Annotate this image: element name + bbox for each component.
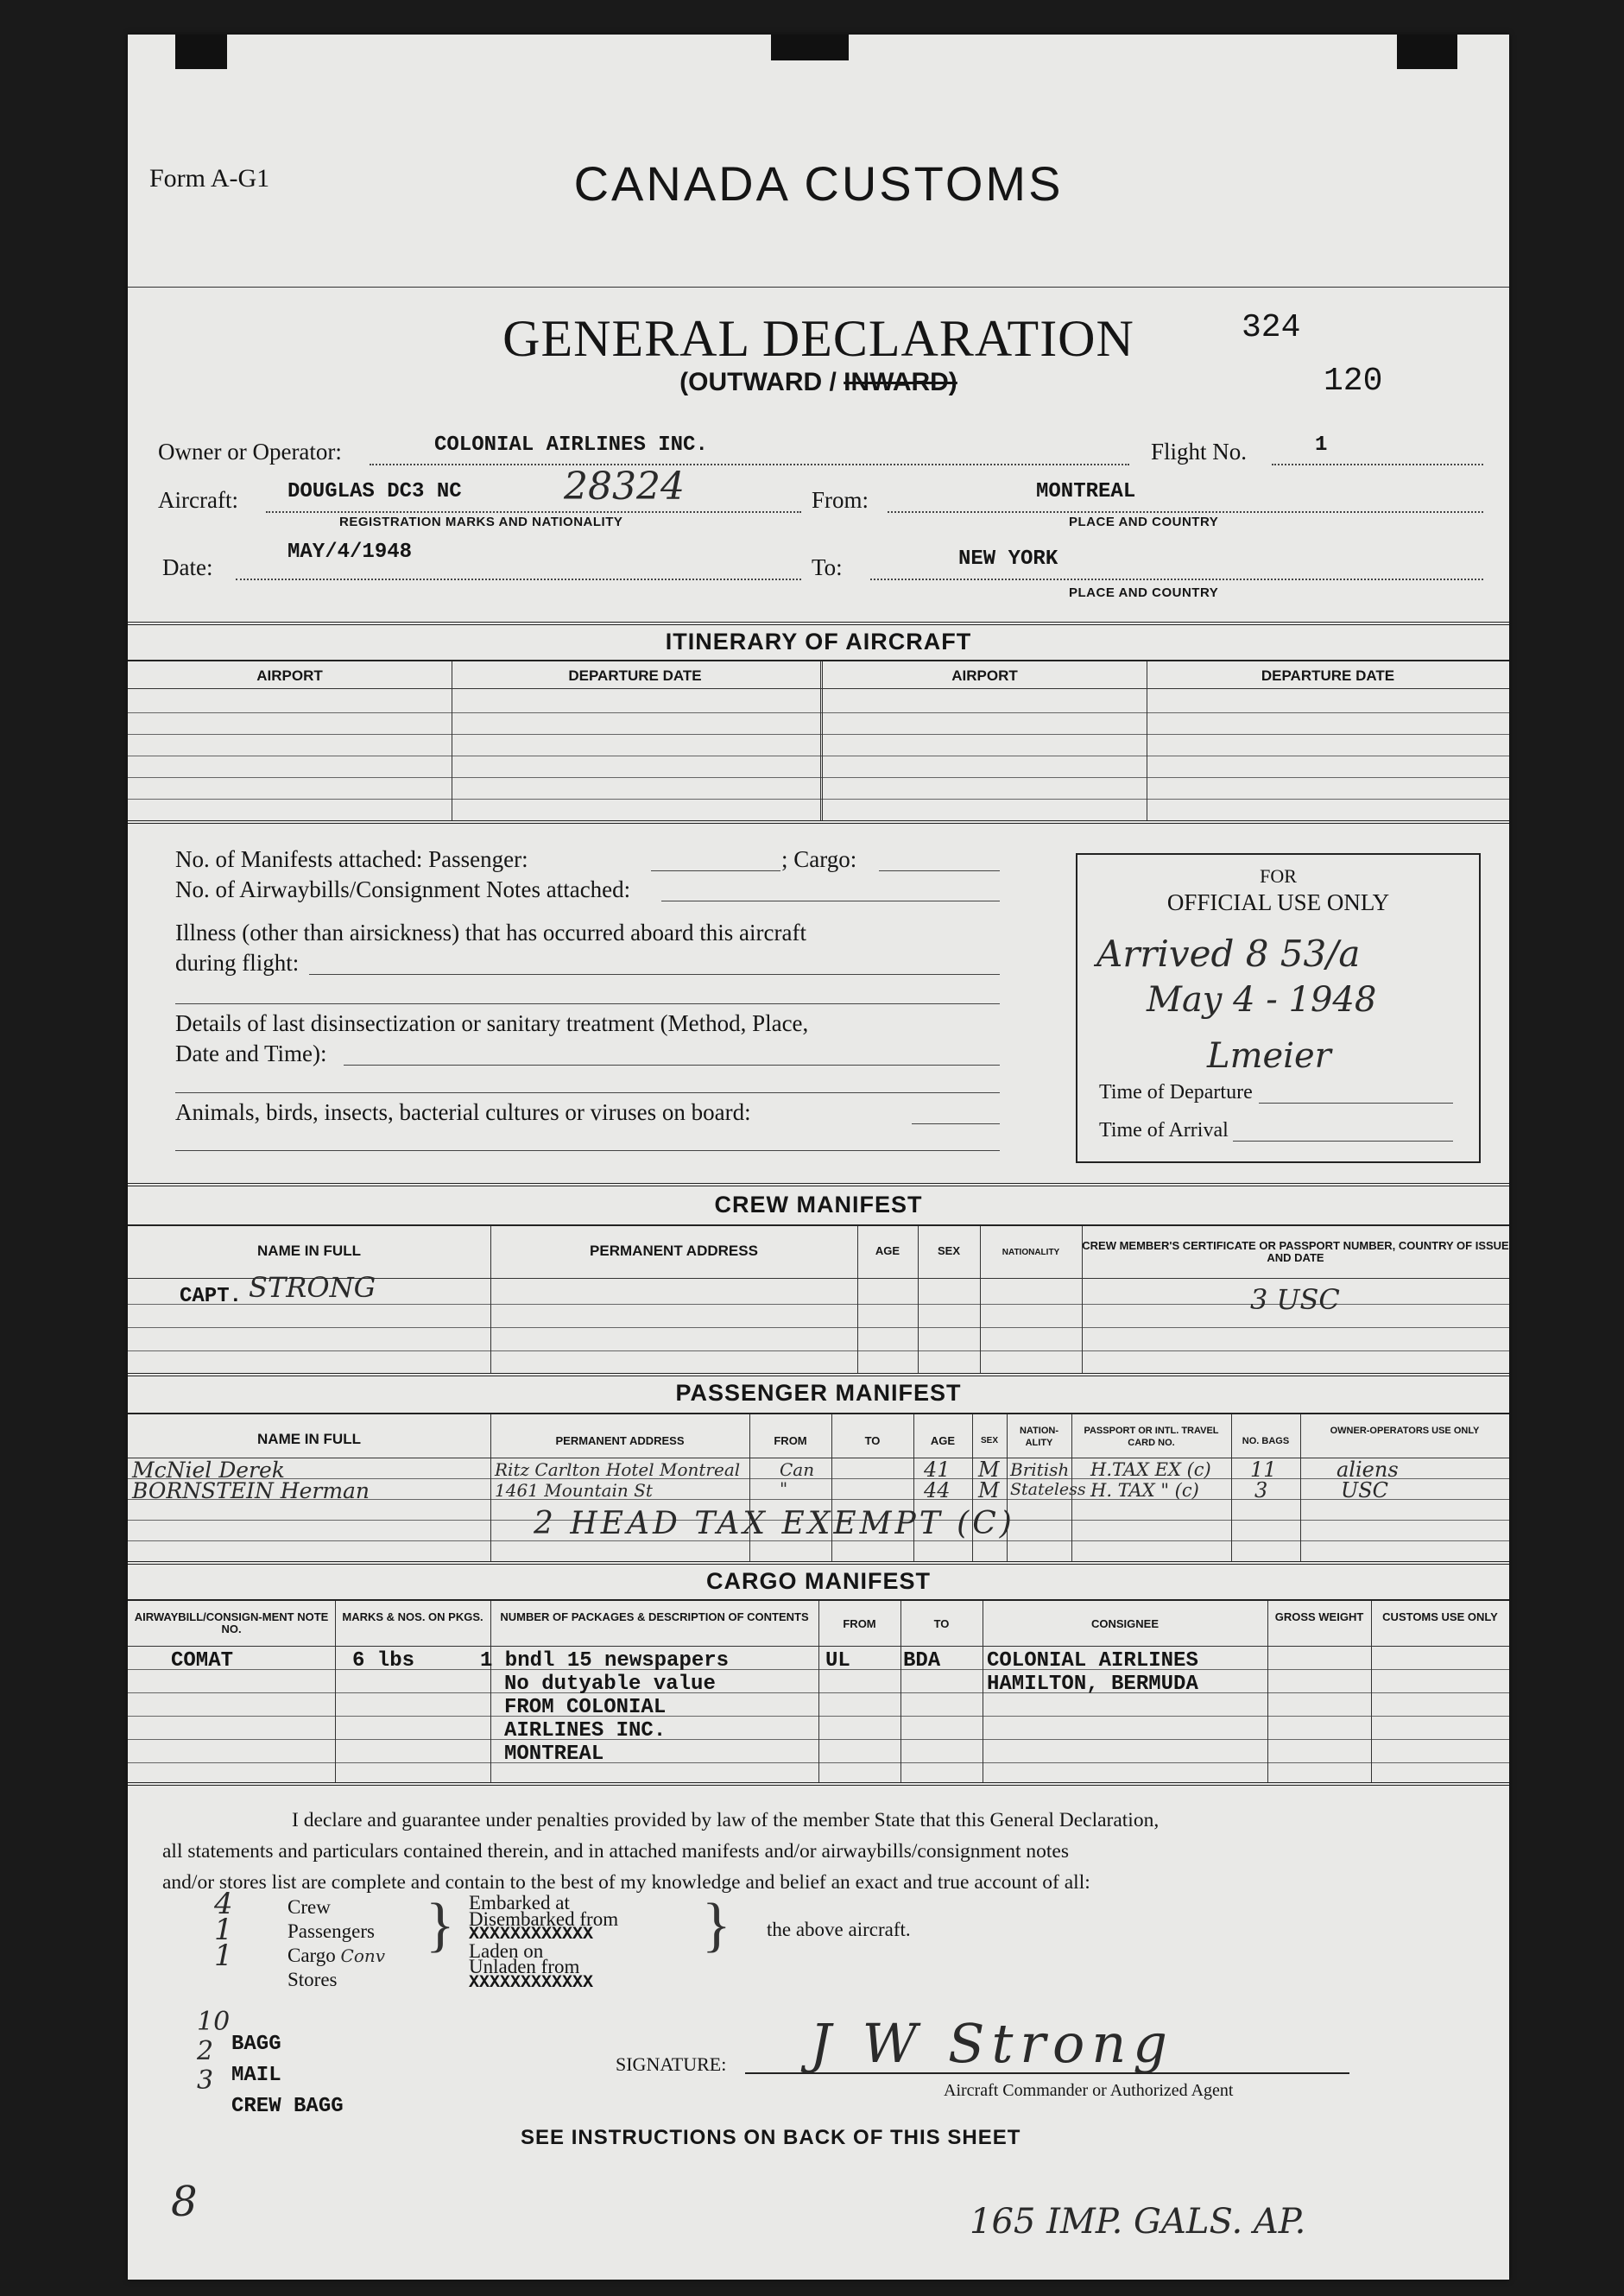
instructions-note: SEE INSTRUCTIONS ON BACK OF THIS SHEET bbox=[521, 2126, 1021, 2149]
cargo-col-consignee: CONSIGNEE bbox=[1090, 1617, 1159, 1630]
pax-row-2-sex: M bbox=[978, 1478, 1000, 1502]
cargo-description-line: MONTREAL bbox=[504, 1743, 604, 1766]
cargo-col-weight: GROSS WEIGHT bbox=[1274, 1610, 1364, 1623]
declaration-line-3: and/or stores list are complete and contain to the best of my knowledge and belief an exact and true account of all: bbox=[162, 1871, 1090, 1894]
crew-row-1-certificate: 3 USC bbox=[1250, 1283, 1340, 1316]
cargo-description bbox=[480, 1649, 729, 1766]
time-of-departure-label: Time of Departure bbox=[1099, 1081, 1253, 1104]
pax-row-2-nationality: Stateless bbox=[1010, 1480, 1086, 1499]
cargo-title: CARGO MANIFEST bbox=[706, 1568, 931, 1594]
pax-row-2-passport: H. TAX " (c) bbox=[1090, 1480, 1199, 1501]
official-title: OFFICIAL USE ONLY bbox=[1166, 889, 1390, 915]
crew-col-nationality: NATIONALITY bbox=[1002, 1248, 1060, 1257]
form-number: Form A-G1 bbox=[149, 164, 270, 193]
signature-caption: Aircraft Commander or Authorized Agent bbox=[944, 2081, 1234, 2100]
pax-col-nationality: NATION-ALITY bbox=[1019, 1426, 1058, 1448]
crew-col-sex: SEX bbox=[937, 1244, 960, 1257]
declaration-form bbox=[128, 35, 1509, 2280]
pax-col-address: PERMANENT ADDRESS bbox=[555, 1434, 685, 1447]
left-brace: } bbox=[426, 1892, 455, 1958]
declaration-line-2: all statements and particulars contained therein, and in attached manifests and/or airwaybills/consignment notes bbox=[162, 1840, 1069, 1863]
cargo-col-from: FROM bbox=[843, 1617, 876, 1630]
pax-col-sex: SEX bbox=[980, 1436, 998, 1445]
cargo-from: UL bbox=[825, 1649, 850, 1673]
laden-item: Laden on bbox=[469, 1939, 544, 1962]
manifests-label: No. of Manifests attached: Passenger: bbox=[175, 846, 528, 872]
cargo-consignee-line: COLONIAL AIRLINES bbox=[987, 1649, 1198, 1673]
pax-row-1-passport: H.TAX EX (c) bbox=[1090, 1459, 1211, 1480]
pax-row-1-age: 41 bbox=[924, 1458, 951, 1482]
disembarked-item: Disembarked from bbox=[469, 1907, 619, 1930]
official-use-box bbox=[1076, 853, 1481, 1163]
cargo-col-customs: CUSTOMS USE ONLY bbox=[1382, 1610, 1498, 1623]
crew-col-name: NAME IN FULL bbox=[257, 1243, 361, 1259]
to-caption: PLACE AND COUNTRY bbox=[1069, 585, 1219, 600]
strike-item: XXXXXXXXXXXX bbox=[469, 1972, 594, 1993]
crew-bagg-item: CREW BAGG bbox=[231, 2095, 344, 2118]
page-title: GENERAL DECLARATION bbox=[502, 310, 1134, 367]
official-for: FOR bbox=[1260, 865, 1297, 887]
aircraft-label: Aircraft: bbox=[158, 487, 238, 513]
cargo-item: Cargo Conv bbox=[288, 1945, 386, 1966]
declaration-text bbox=[162, 1805, 1483, 1898]
from-label: From: bbox=[812, 487, 869, 513]
pax-row-1-address: Ritz Carlton Hotel Montreal bbox=[495, 1459, 741, 1480]
arrival-date-note: May 4 - 1948 bbox=[1147, 980, 1377, 1020]
crew-title: CREW MANIFEST bbox=[714, 1192, 923, 1218]
cargo-description-line: FROM COLONIAL bbox=[504, 1696, 667, 1719]
pax-row-1-sex: M bbox=[978, 1458, 1000, 1482]
cargo-col-marks: MARKS & NOS. ON PKGS. bbox=[342, 1610, 483, 1623]
cargo-to: BDA bbox=[903, 1649, 941, 1673]
crew-col-age: AGE bbox=[875, 1244, 900, 1257]
pax-row-1-nationality: British bbox=[1010, 1459, 1070, 1480]
binder-tab-center bbox=[771, 35, 849, 60]
bagg-item: BAGG bbox=[231, 2033, 281, 2056]
illness-label: Illness (other than airsickness) that has occurred aboard this aircraft bbox=[175, 920, 806, 946]
pax-row-2-bags: 3 bbox=[1254, 1478, 1268, 1502]
itinerary-col-airport-2: AIRPORT bbox=[951, 667, 1018, 684]
pax-col-age: AGE bbox=[930, 1434, 956, 1447]
from-caption: PLACE AND COUNTRY bbox=[1069, 515, 1219, 529]
to-label: To: bbox=[812, 554, 843, 580]
mail-count: 2 bbox=[197, 2036, 214, 2066]
right-brace: } bbox=[702, 1892, 731, 1958]
airwaybills-label: No. of Airwaybills/Consignment Notes attached: bbox=[175, 876, 631, 902]
cargo-col-to: TO bbox=[933, 1617, 950, 1630]
itinerary-col-date-1: DEPARTURE DATE bbox=[568, 667, 702, 684]
margin-mark: 8 bbox=[171, 2178, 198, 2226]
pax-col-from: FROM bbox=[774, 1434, 807, 1447]
date-label: Date: bbox=[162, 554, 213, 580]
cargo-consignee bbox=[987, 1649, 1198, 1696]
time-of-arrival-label: Time of Arrival bbox=[1099, 1119, 1229, 1142]
declaration-line-1: I declare and guarantee under penalties provided by law of the member State that this General Declaration, bbox=[292, 1809, 1160, 1831]
bottom-items bbox=[231, 2029, 344, 2122]
pax-row-2-owner: USC bbox=[1341, 1478, 1389, 1502]
to-value: NEW YORK bbox=[958, 547, 1058, 571]
itinerary-col-date-2: DEPARTURE DATE bbox=[1261, 667, 1395, 684]
outward-label: (OUTWARD / bbox=[679, 368, 837, 396]
cargo-count-label: ; Cargo: bbox=[781, 846, 857, 872]
date-value: MAY/4/1948 bbox=[288, 541, 413, 564]
cargo-description-line: No dutyable value bbox=[504, 1673, 716, 1696]
stamp-number-bottom: 120 bbox=[1324, 363, 1383, 400]
crew-bagg-count: 3 bbox=[197, 2065, 214, 2096]
crew-col-certificate: CREW MEMBER'S CERTIFICATE OR PASSPORT NUMBER, COUNTRY OF ISSUE AND DATE bbox=[1082, 1239, 1509, 1264]
inward-label-struck: INWARD) bbox=[844, 368, 957, 396]
above-aircraft-text: the above aircraft. bbox=[767, 1919, 911, 1940]
aircraft-registration: 28324 bbox=[564, 465, 685, 509]
pax-col-bags: NO. BAGS bbox=[1242, 1436, 1290, 1446]
declaration-counts bbox=[214, 1887, 233, 1973]
passenger-count: 1 bbox=[214, 1913, 233, 1947]
cargo-count: 1 bbox=[214, 1939, 233, 1973]
cargo-col-note: AIRWAYBILL/CONSIGN-MENT NOTE NO. bbox=[134, 1610, 329, 1635]
binder-tab-left bbox=[175, 35, 227, 69]
crew-col-address: PERMANENT ADDRESS bbox=[590, 1243, 758, 1259]
pax-row-2-from: " bbox=[780, 1478, 788, 1499]
cargo-note-no: COMAT bbox=[171, 1649, 234, 1673]
pax-col-owner: OWNER-OPERATORS USE ONLY bbox=[1330, 1426, 1480, 1436]
cargo-marks: 6 lbs bbox=[352, 1649, 415, 1673]
crew-row-1-title: CAPT. bbox=[180, 1285, 243, 1308]
agency-title: CANADA CUSTOMS bbox=[573, 156, 1064, 211]
stores-item: Stores bbox=[288, 1969, 338, 1990]
pax-row-2-name: BORNSTEIN Herman bbox=[132, 1478, 370, 1503]
embarked-item: Embarked at bbox=[469, 1892, 570, 1913]
pax-col-to: TO bbox=[864, 1434, 881, 1447]
cargo-consignee-line: HAMILTON, BERMUDA bbox=[987, 1673, 1198, 1696]
pax-row-1-owner: aliens bbox=[1336, 1458, 1399, 1482]
signature-label: SIGNATURE: bbox=[616, 2053, 727, 2075]
passengers-item: Passengers bbox=[288, 1920, 375, 1942]
bottom-counts bbox=[197, 2008, 230, 2096]
pax-row-1-from: Can bbox=[780, 1459, 815, 1480]
mail-item: MAIL bbox=[231, 2064, 281, 2087]
pax-row-2-address: 1461 Mountain St bbox=[495, 1480, 653, 1501]
cargo-col-description: NUMBER OF PACKAGES & DESCRIPTION OF CONTENTS bbox=[500, 1610, 809, 1623]
aircraft-caption: REGISTRATION MARKS AND NATIONALITY bbox=[339, 515, 623, 529]
crew-count: 4 bbox=[214, 1887, 233, 1921]
cargo-description-line: AIRLINES INC. bbox=[504, 1719, 667, 1743]
cargo-item-note: Conv bbox=[340, 1945, 386, 1966]
officer-initials: Lmeier bbox=[1207, 1036, 1331, 1076]
cargo-description-line: 1 bndl 15 newspapers bbox=[480, 1649, 730, 1673]
pax-row-1-name: McNiel Derek bbox=[132, 1458, 285, 1483]
pax-col-name: NAME IN FULL bbox=[257, 1431, 361, 1447]
head-tax-note: 2 HEAD TAX EXEMPT (C) bbox=[534, 1506, 1015, 1541]
pax-row-1-bags: 11 bbox=[1250, 1458, 1277, 1482]
disinsect-label-2: Date and Time): bbox=[175, 1040, 327, 1066]
owner-value: COLONIAL AIRLINES INC. bbox=[434, 433, 708, 457]
flight-value: 1 bbox=[1315, 433, 1328, 457]
owner-label: Owner or Operator: bbox=[158, 439, 342, 465]
binder-tab-right bbox=[1397, 35, 1457, 69]
direction-subtitle bbox=[128, 368, 1509, 397]
from-value: MONTREAL bbox=[1036, 480, 1136, 503]
fuel-note: 165 IMP. GALS. AP. bbox=[970, 2202, 1306, 2242]
aircraft-value: DOUGLAS DC3 NC bbox=[288, 480, 462, 503]
passenger-title: PASSENGER MANIFEST bbox=[675, 1380, 962, 1406]
itinerary-col-airport-1: AIRPORT bbox=[256, 667, 323, 684]
crew-row-1-name: STRONG bbox=[249, 1271, 376, 1304]
flight-label: Flight No. bbox=[1151, 439, 1248, 465]
pax-col-passport: PASSPORT OR INTL. TRAVEL CARD NO. bbox=[1084, 1426, 1219, 1448]
animals-label: Animals, birds, insects, bacterial cultures or viruses on board: bbox=[175, 1099, 751, 1125]
declaration-left-items bbox=[288, 1895, 385, 1992]
arrived-note: Arrived 8 53/a bbox=[1096, 933, 1361, 975]
unladen-item: Unladen from bbox=[469, 1956, 580, 1977]
crew-item: Crew bbox=[288, 1896, 331, 1918]
stamp-number-top: 324 bbox=[1242, 309, 1301, 346]
disinsect-label: Details of last disinsectization or sanitary treatment (Method, Place, bbox=[175, 1010, 809, 1036]
illness-label-2: during flight: bbox=[175, 950, 300, 976]
declaration-right-items bbox=[469, 1892, 619, 1993]
strike-item: XXXXXXXXXXXX bbox=[469, 1925, 594, 1945]
pax-row-2-age: 44 bbox=[924, 1478, 951, 1502]
itinerary-title: ITINERARY OF AIRCRAFT bbox=[665, 629, 972, 655]
signature: J W Strong bbox=[810, 2012, 1174, 2075]
bagg-count: 10 bbox=[197, 2007, 231, 2037]
